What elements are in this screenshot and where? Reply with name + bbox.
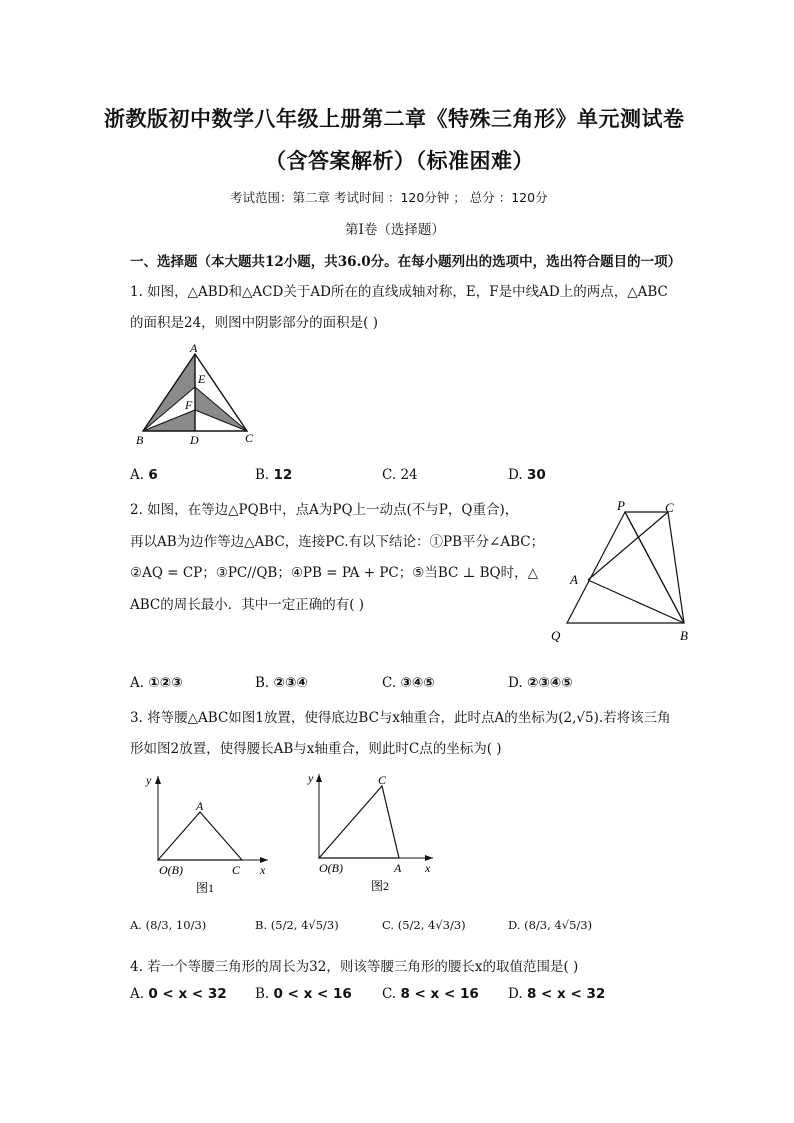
q1-label-c: C [245, 431, 254, 445]
part-title: 第Ⅰ卷（选择题） [345, 222, 445, 238]
q3f2-label-c: C [378, 773, 387, 787]
q3f1-label-origin: O(B) [159, 863, 183, 877]
q2-option-b[interactable]: B. ②③④ [255, 675, 308, 691]
q2-text-line1: 2. 如图，在等边△PQB中，点A为PQ上一动点(不与P，Q重合)， [130, 502, 519, 518]
q1-option-c[interactable]: C. 24 [382, 467, 418, 483]
q4-option-a[interactable]: A. 0 < x < 32 [130, 986, 227, 1002]
q3f2-caption: 图2 [371, 879, 390, 893]
q2-triangle-pqb [567, 512, 684, 623]
q3-figure-2 [305, 768, 440, 896]
q2-seg-ab [588, 580, 684, 623]
q2-text-line4: ABC的周长最小．其中一定正确的有( ) [130, 597, 365, 613]
q3-text-line2: 形如图2放置，使得腰长AB与x轴重合，则此时C点的坐标为( ) [130, 741, 502, 757]
q3f1-label-y: y [146, 773, 152, 787]
q3f2-label-origin: O(B) [319, 861, 343, 875]
q1-text-line2: 的面积是24，则图中阴影部分的面积是( ) [130, 315, 379, 331]
q3f2-triangle [319, 786, 399, 858]
page-subtitle: （含答案解析）（标准困难） [265, 148, 534, 173]
q3-option-c[interactable]: C. (5/2, 4√3/3) [382, 918, 466, 932]
q2-text-line2: 再以AB为边作等边△ABC，连接PC.有以下结论：①PB平分∠ABC； [130, 534, 545, 550]
q1-option-b[interactable]: B. 12 [255, 467, 293, 483]
exam-meta: 考试范围：第二章 考试时间 ：120分钟 ； 总分 ：120分 [230, 190, 548, 205]
q1-option-d[interactable]: D. 30 [508, 467, 546, 483]
q3f1-label-c: C [232, 863, 241, 877]
q2-figure [545, 498, 720, 646]
q2-label-b: B [680, 628, 688, 643]
q2-label-a: A [570, 572, 578, 587]
q4-option-b[interactable]: B. 0 < x < 16 [255, 986, 352, 1002]
q1-text-line1: 1. 如图，△ABD和△ACD关于AD所在的直线成轴对称，E，F是中线AD上的两点，△ABC [130, 284, 668, 300]
q3f2-label-x: x [425, 861, 431, 875]
q4-text-line1: 4. 若一个等腰三角形的周长为32，则该等腰三角形的腰长x的取值范围是( ) [130, 959, 579, 975]
q3f1-y-arrow [155, 776, 161, 784]
q2-seg-cb [668, 512, 684, 623]
q1-label-a: A [190, 342, 198, 355]
q1-option-a[interactable]: A. 6 [130, 467, 158, 483]
q3f1-triangle [158, 812, 242, 860]
q1-label-d: D [190, 433, 199, 447]
q2-option-d[interactable]: D. ②③④⑤ [508, 675, 573, 691]
q3-figure-1 [140, 770, 275, 898]
q3f2-label-a: A [394, 861, 402, 875]
q1-figure [130, 342, 265, 450]
q2-seg-pb [625, 512, 684, 623]
q3f1-caption: 图1 [196, 881, 215, 895]
page-title: 浙教版初中数学八年级上册第二章《特殊三角形》单元测试卷 [104, 106, 685, 131]
q3f2-y-arrow [316, 774, 322, 782]
section-heading: 一、选择题（本大题共12小题，共36.0分。在每小题列出的选项中，选出符合题目的一项） [130, 254, 682, 270]
q3-option-b[interactable]: B. (5/2, 4√5/3) [255, 918, 339, 932]
q3-option-d[interactable]: D. (8/3, 4√5/3) [508, 918, 593, 932]
q4-option-d[interactable]: D. 8 < x < 32 [508, 986, 606, 1002]
q1-label-e: E [198, 372, 206, 386]
q3f2-label-y: y [308, 771, 314, 785]
q4-option-c[interactable]: C. 8 < x < 16 [382, 986, 479, 1002]
q2-text-line3: ②AQ = CP；③PC//QB；④PB = PA + PC；⑤当BC ⊥ BQ时，△ [130, 565, 538, 581]
q1-label-b: B [136, 433, 144, 447]
q2-label-q: Q [551, 628, 561, 643]
q2-label-p: P [617, 498, 625, 513]
q2-label-c: C [665, 500, 674, 515]
q3-option-a[interactable]: A. (8/3, 10/3) [130, 918, 207, 932]
q2-option-a[interactable]: A. ①②③ [130, 675, 183, 691]
q3f1-label-x: x [260, 863, 266, 877]
q3-text-line1: 3. 将等腰△ABC如图1放置，使得底边BC与x轴重合，此时点A的坐标为(2,√5).若将该三角 [130, 710, 671, 726]
q1-label-f: F [185, 398, 193, 412]
q2-option-c[interactable]: C. ③④⑤ [382, 675, 435, 691]
q3f1-label-a: A [196, 799, 204, 813]
